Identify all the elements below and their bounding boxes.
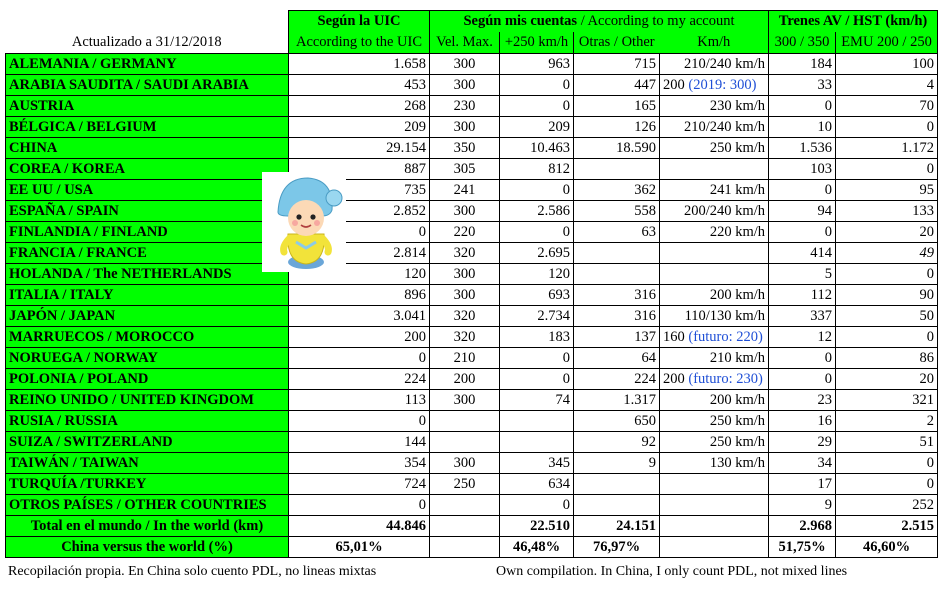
vel-max — [430, 495, 500, 516]
table-row — [6, 285, 938, 306]
note-right: Own compilation. In China, I only count PDL, not mixed lines — [496, 564, 848, 579]
china-kmh — [660, 537, 769, 558]
vel-max: 250 — [430, 474, 500, 495]
table-row — [6, 159, 938, 180]
vel-max: 300 — [430, 453, 500, 474]
china-vel — [430, 537, 500, 558]
trains-emu: 0 — [836, 117, 938, 138]
mine-title: Según mis cuentas / According to my account — [430, 11, 769, 33]
km-250: 183 — [500, 327, 574, 348]
country-name: REINO UNIDO / UNITED KINGDOM — [6, 390, 289, 411]
km-otras: 650 — [574, 411, 660, 432]
trains-300: 33 — [769, 75, 836, 96]
trains-emu: 20 — [836, 369, 938, 390]
trains-300: 10 — [769, 117, 836, 138]
km-250: 0 — [500, 96, 574, 117]
kmh: 200/240 km/h — [660, 201, 769, 222]
km-250: 0 — [500, 222, 574, 243]
table-row — [6, 75, 938, 96]
kmh: 230 km/h — [660, 96, 769, 117]
kmh: 250 km/h — [660, 138, 769, 159]
km-250: 693 — [500, 285, 574, 306]
km-250: 0 — [500, 75, 574, 96]
table-row — [6, 264, 938, 285]
trains-emu: 95 — [836, 180, 938, 201]
trains-300: 337 — [769, 306, 836, 327]
table-row — [6, 96, 938, 117]
kmh — [660, 243, 769, 264]
uic-km: 268 — [289, 96, 430, 117]
uic-km: 2.814 — [289, 243, 430, 264]
vel-max — [430, 432, 500, 453]
rail-length-table — [5, 10, 938, 558]
trains-300: 0 — [769, 348, 836, 369]
km-250: 0 — [500, 348, 574, 369]
uic-subtitle: According to the UIC — [289, 32, 430, 54]
table-row — [6, 117, 938, 138]
table-row — [6, 306, 938, 327]
trains-emu: 51 — [836, 432, 938, 453]
trains-emu: 1.172 — [836, 138, 938, 159]
kmh: 250 km/h — [660, 432, 769, 453]
trains-emu: 70 — [836, 96, 938, 117]
country-name: BÉLGICA / BELGIUM — [6, 117, 289, 138]
table-body — [6, 54, 938, 516]
country-name: SUIZA / SWITZERLAND — [6, 432, 289, 453]
km-250: 10.463 — [500, 138, 574, 159]
vel-max: 220 — [430, 222, 500, 243]
note-left: Recopilación propia. En China solo cuento PDL, no lineas mixtas — [8, 564, 377, 579]
header-blank — [6, 11, 289, 33]
trains-emu: 86 — [836, 348, 938, 369]
vel-max: 241 — [430, 180, 500, 201]
col-vel-max: Vel. Max. — [430, 32, 500, 54]
country-name: FRANCIA / FRANCE — [6, 243, 289, 264]
table-row — [6, 495, 938, 516]
trains-300: 5 — [769, 264, 836, 285]
uic-km: 735 — [289, 180, 430, 201]
trains-emu: 133 — [836, 201, 938, 222]
total-kmh — [660, 516, 769, 537]
table-row — [6, 369, 938, 390]
country-name: NORUEGA / NORWAY — [6, 348, 289, 369]
vel-max: 210 — [430, 348, 500, 369]
trains-emu: 90 — [836, 285, 938, 306]
china-otras: 76,97% — [574, 537, 660, 558]
table-row — [6, 327, 938, 348]
km-otras: 165 — [574, 96, 660, 117]
trains-300: 12 — [769, 327, 836, 348]
kmh — [660, 264, 769, 285]
trains-300: 184 — [769, 54, 836, 75]
uic-km: 113 — [289, 390, 430, 411]
vel-max: 300 — [430, 75, 500, 96]
km-otras: 63 — [574, 222, 660, 243]
kmh: 241 km/h — [660, 180, 769, 201]
total-300: 2.968 — [769, 516, 836, 537]
kmh: 130 km/h — [660, 453, 769, 474]
kmh: 210/240 km/h — [660, 54, 769, 75]
country-name: OTROS PAÍSES / OTHER COUNTRIES — [6, 495, 289, 516]
kmh — [660, 159, 769, 180]
china-300: 51,75% — [769, 537, 836, 558]
km-250: 209 — [500, 117, 574, 138]
trains-300: 103 — [769, 159, 836, 180]
col-250: +250 km/h — [500, 32, 574, 54]
country-name: FINLANDIA / FINLAND — [6, 222, 289, 243]
uic-km: 2.852 — [289, 201, 430, 222]
km-250: 0 — [500, 369, 574, 390]
trains-emu: 4 — [836, 75, 938, 96]
uic-km: 0 — [289, 222, 430, 243]
vel-max: 300 — [430, 117, 500, 138]
country-name: MARRUECOS / MOROCCO — [6, 327, 289, 348]
uic-km: 29.154 — [289, 138, 430, 159]
km-otras: 92 — [574, 432, 660, 453]
china-label: China versus the world (%) — [6, 537, 289, 558]
km-otras: 64 — [574, 348, 660, 369]
vel-max — [430, 411, 500, 432]
vel-max: 305 — [430, 159, 500, 180]
trains-300: 34 — [769, 453, 836, 474]
trains-emu: 0 — [836, 453, 938, 474]
trains-300: 0 — [769, 180, 836, 201]
vel-max: 300 — [430, 264, 500, 285]
updated-date: Actualizado a 31/12/2018 — [6, 32, 289, 54]
vel-max: 300 — [430, 390, 500, 411]
trains-emu: 50 — [836, 306, 938, 327]
trains-emu: 0 — [836, 159, 938, 180]
km-otras — [574, 495, 660, 516]
uic-km: 724 — [289, 474, 430, 495]
total-emu: 2.515 — [836, 516, 938, 537]
country-name: POLONIA / POLAND — [6, 369, 289, 390]
km-otras — [574, 474, 660, 495]
km-250: 2.586 — [500, 201, 574, 222]
km-250: 812 — [500, 159, 574, 180]
table-row — [6, 180, 938, 201]
china-uic: 65,01% — [289, 537, 430, 558]
trains-300: 16 — [769, 411, 836, 432]
vel-max: 300 — [430, 54, 500, 75]
trains-300: 112 — [769, 285, 836, 306]
km-otras: 18.590 — [574, 138, 660, 159]
country-name: CHINA — [6, 138, 289, 159]
uic-km: 896 — [289, 285, 430, 306]
country-name: ESPAÑA / SPAIN — [6, 201, 289, 222]
uic-km: 0 — [289, 348, 430, 369]
col-300: 300 / 350 — [769, 32, 836, 54]
country-name: ITALIA / ITALY — [6, 285, 289, 306]
trains-emu: 49 — [836, 243, 938, 264]
china-250: 46,48% — [500, 537, 574, 558]
total-250: 22.510 — [500, 516, 574, 537]
uic-km: 120 — [289, 264, 430, 285]
country-name: EE UU / USA — [6, 180, 289, 201]
km-250: 2.695 — [500, 243, 574, 264]
kmh — [660, 474, 769, 495]
trains-emu: 0 — [836, 474, 938, 495]
uic-km: 354 — [289, 453, 430, 474]
km-otras: 9 — [574, 453, 660, 474]
trains-300: 23 — [769, 390, 836, 411]
kmh: 210 km/h — [660, 348, 769, 369]
km-otras: 137 — [574, 327, 660, 348]
table-row — [6, 348, 938, 369]
uic-km: 1.658 — [289, 54, 430, 75]
km-otras: 224 — [574, 369, 660, 390]
km-250: 634 — [500, 474, 574, 495]
trains-300: 9 — [769, 495, 836, 516]
km-otras — [574, 243, 660, 264]
km-otras — [574, 264, 660, 285]
trains-300: 0 — [769, 222, 836, 243]
uic-km: 209 — [289, 117, 430, 138]
col-otras: Otras / Other — [574, 32, 660, 54]
vel-max: 320 — [430, 306, 500, 327]
country-name: ARABIA SAUDITA / SAUDI ARABIA — [6, 75, 289, 96]
col-kmh: Km/h — [660, 32, 769, 54]
kmh: 220 km/h — [660, 222, 769, 243]
uic-km: 887 — [289, 159, 430, 180]
kmh: 200 (2019: 300) — [660, 75, 769, 96]
trains-300: 0 — [769, 369, 836, 390]
trains-emu: 0 — [836, 264, 938, 285]
trains-300: 1.536 — [769, 138, 836, 159]
km-otras: 447 — [574, 75, 660, 96]
km-250: 120 — [500, 264, 574, 285]
trains-300: 29 — [769, 432, 836, 453]
km-otras — [574, 159, 660, 180]
table-row — [6, 222, 938, 243]
total-otras: 24.151 — [574, 516, 660, 537]
km-250 — [500, 411, 574, 432]
km-250: 74 — [500, 390, 574, 411]
trains-emu: 321 — [836, 390, 938, 411]
km-otras: 362 — [574, 180, 660, 201]
trains-title: Trenes AV / HST (km/h) — [769, 11, 938, 33]
trains-emu: 252 — [836, 495, 938, 516]
kmh: 110/130 km/h — [660, 306, 769, 327]
table-row — [6, 432, 938, 453]
km-250: 963 — [500, 54, 574, 75]
trains-300: 94 — [769, 201, 836, 222]
km-otras: 715 — [574, 54, 660, 75]
kmh: 200 km/h — [660, 285, 769, 306]
km-250 — [500, 432, 574, 453]
trains-emu: 100 — [836, 54, 938, 75]
trains-300: 17 — [769, 474, 836, 495]
uic-title: Según la UIC — [289, 11, 430, 33]
vel-max: 230 — [430, 96, 500, 117]
table-row — [6, 138, 938, 159]
km-otras: 558 — [574, 201, 660, 222]
vel-max: 300 — [430, 201, 500, 222]
uic-km: 453 — [289, 75, 430, 96]
country-name: JAPÓN / JAPAN — [6, 306, 289, 327]
km-250: 345 — [500, 453, 574, 474]
vel-max: 300 — [430, 285, 500, 306]
uic-km: 200 — [289, 327, 430, 348]
table-row — [6, 201, 938, 222]
uic-km: 3.041 — [289, 306, 430, 327]
km-otras: 126 — [574, 117, 660, 138]
table-row — [6, 453, 938, 474]
country-name: AUSTRIA — [6, 96, 289, 117]
kmh: 200 (futuro: 230) — [660, 369, 769, 390]
vel-max: 320 — [430, 327, 500, 348]
trains-300: 0 — [769, 96, 836, 117]
km-otras: 316 — [574, 285, 660, 306]
country-name: HOLANDA / The NETHERLANDS — [6, 264, 289, 285]
total-vel — [430, 516, 500, 537]
kmh — [660, 495, 769, 516]
vel-max: 320 — [430, 243, 500, 264]
country-name: ALEMANIA / GERMANY — [6, 54, 289, 75]
col-emu: EMU 200 / 250 — [836, 32, 938, 54]
table-row — [6, 243, 938, 264]
table-row — [6, 474, 938, 495]
table-row — [6, 54, 938, 75]
total-label: Total en el mundo / In the world (km) — [6, 516, 289, 537]
country-name: TURQUÍA /TURKEY — [6, 474, 289, 495]
km-250: 2.734 — [500, 306, 574, 327]
kmh: 200 km/h — [660, 390, 769, 411]
table-row — [6, 390, 938, 411]
km-250: 0 — [500, 180, 574, 201]
country-name: COREA / KOREA — [6, 159, 289, 180]
trains-emu: 0 — [836, 327, 938, 348]
country-name: TAIWÁN / TAIWAN — [6, 453, 289, 474]
uic-km: 144 — [289, 432, 430, 453]
trains-300: 414 — [769, 243, 836, 264]
table-row — [6, 411, 938, 432]
china-emu: 46,60% — [836, 537, 938, 558]
uic-km: 0 — [289, 411, 430, 432]
country-name: RUSIA / RUSSIA — [6, 411, 289, 432]
trains-emu: 20 — [836, 222, 938, 243]
km-otras: 316 — [574, 306, 660, 327]
trains-emu: 2 — [836, 411, 938, 432]
kmh: 160 (futuro: 220) — [660, 327, 769, 348]
km-250: 0 — [500, 495, 574, 516]
kmh: 210/240 km/h — [660, 117, 769, 138]
uic-km: 0 — [289, 495, 430, 516]
km-otras: 1.317 — [574, 390, 660, 411]
uic-km: 224 — [289, 369, 430, 390]
vel-max: 200 — [430, 369, 500, 390]
kmh: 250 km/h — [660, 411, 769, 432]
toy-mascot-icon — [262, 172, 346, 272]
vel-max: 350 — [430, 138, 500, 159]
total-uic: 44.846 — [289, 516, 430, 537]
